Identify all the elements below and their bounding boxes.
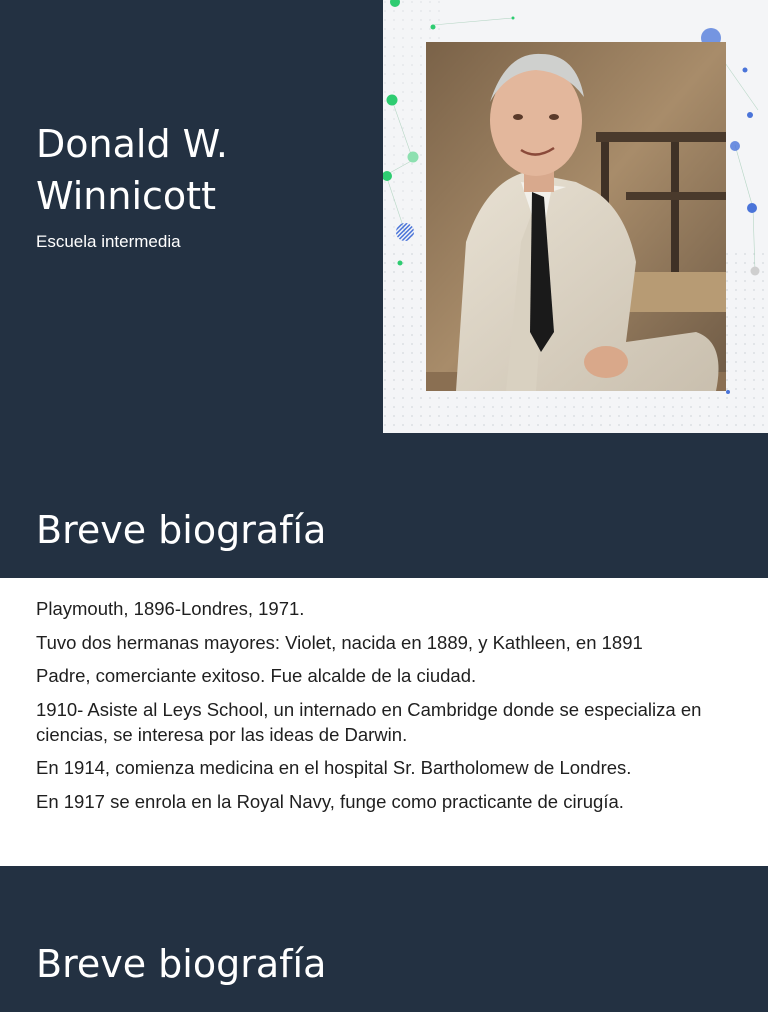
subtitle: Escuela intermedia: [36, 232, 181, 251]
photo-panel: [383, 0, 768, 433]
list-item: 1910- Asiste al Leys School, un internado en Cambridge donde se especializa en ciencias, se interesa por las ideas de Darwin.: [36, 698, 702, 745]
list-item: Padre, comerciante exitoso. Fue alcalde de la ciudad.: [36, 665, 477, 686]
bottom-strip: [0, 1012, 768, 1024]
list-item: En 1917 se enrola en la Royal Navy, funge como practicante de cirugía.: [36, 790, 624, 812]
section-heading-bio: Breve biografía: [36, 508, 327, 552]
section-slide: [0, 866, 768, 1012]
portrait-photo: [426, 42, 726, 391]
list-item: En 1914, comienza medicina en el hospital Sr. Bartholomew de Londres.: [36, 757, 632, 778]
list-item: Playmouth, 1896-Londres, 1971.: [36, 598, 305, 619]
list-item: Tuvo dos hermanas mayores: Violet, nacida en 1889, y Kathleen, en 1891: [36, 631, 643, 653]
bio-list: [36, 596, 726, 822]
bio-content: [0, 578, 768, 866]
section-heading-bio-2: Breve biografía: [36, 942, 327, 986]
page-title: Donald W. Winnicott: [36, 122, 228, 218]
